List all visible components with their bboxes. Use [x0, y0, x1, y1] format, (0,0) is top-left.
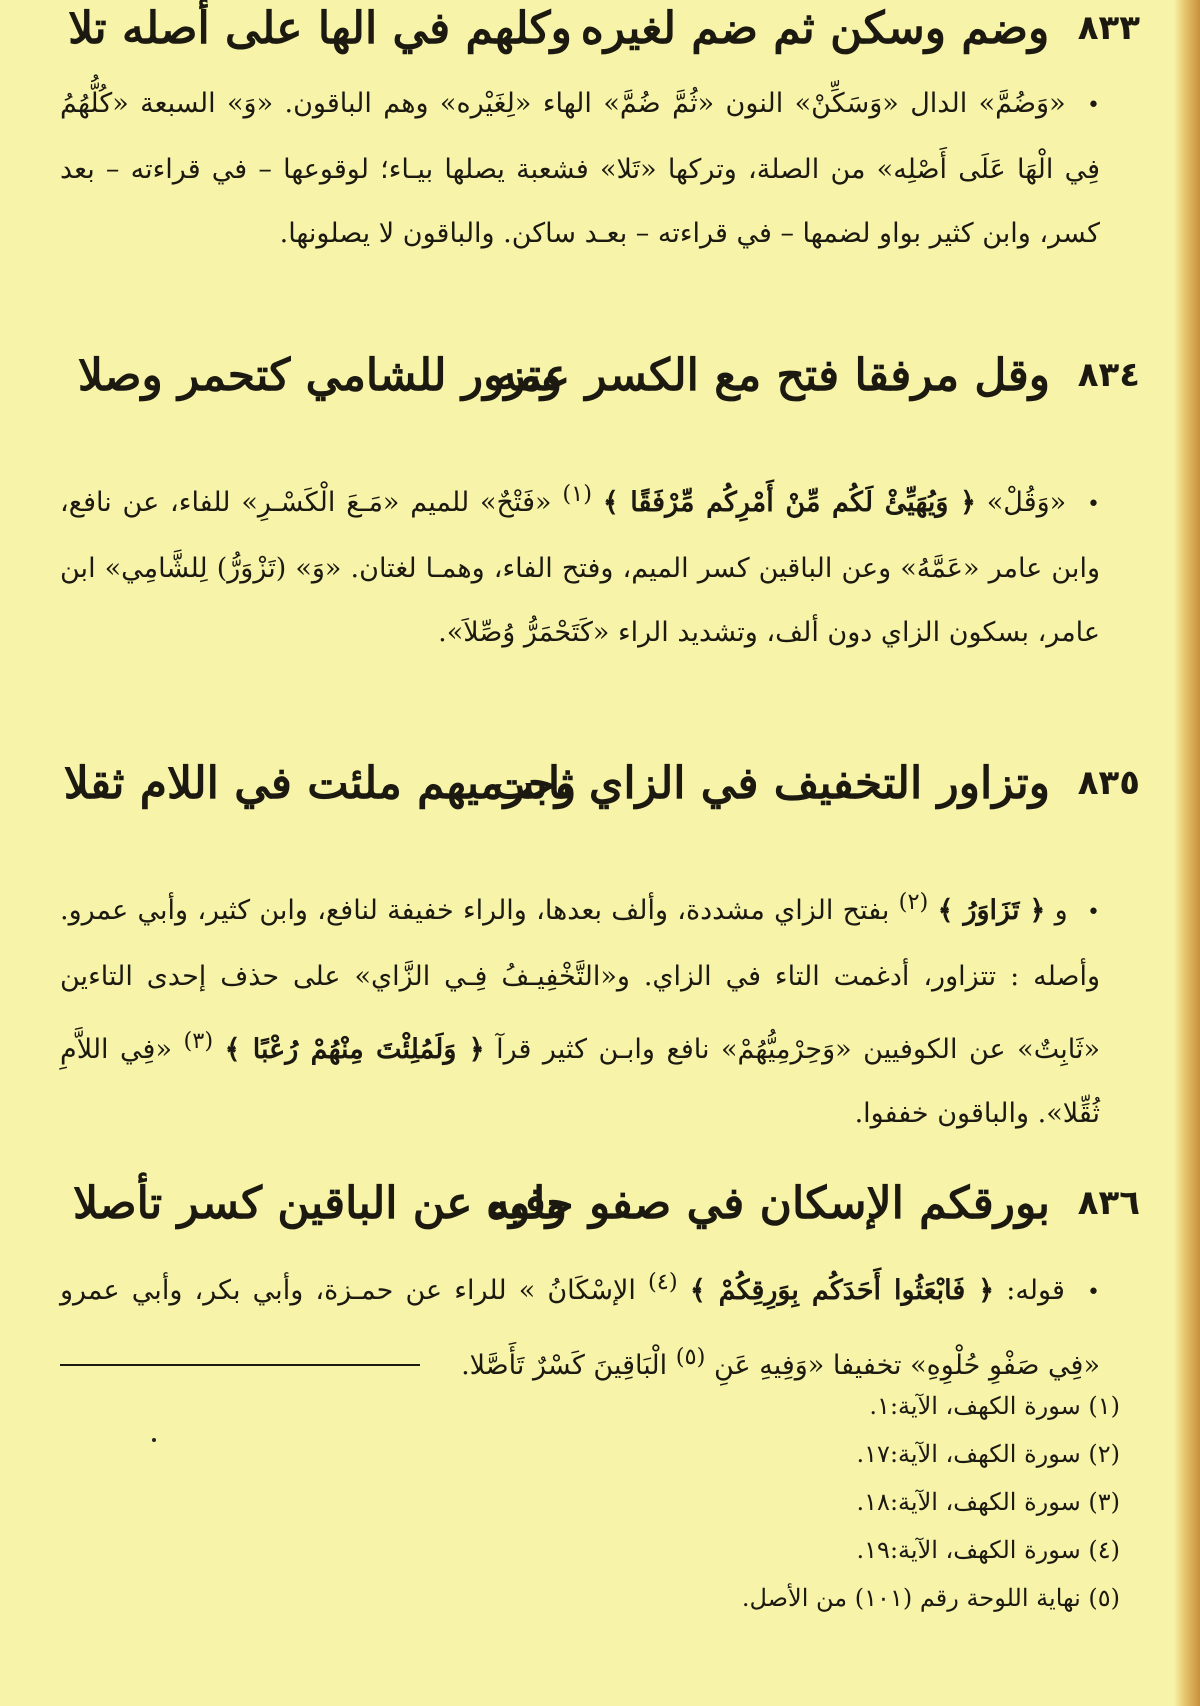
verse-second-hemistich: وحرميهم ملئت في اللام ثقلا — [63, 757, 577, 809]
verse-number: ٨٣٤ — [1077, 355, 1140, 395]
footnote-4: (٤) سورة الكهف، الآية:١٩. — [856, 1536, 1120, 1564]
commentary-text-before: «وَقُلْ» — [986, 487, 1067, 518]
verse-first-hemistich: بورقكم الإسكان في صفو حلوه — [486, 1177, 1050, 1229]
commentary-text-before: و — [1054, 895, 1068, 926]
footnote-marker: (٤) — [648, 1269, 678, 1295]
bullet: • — [1086, 900, 1100, 925]
footnote-3: (٣) سورة الكهف، الآية:١٨. — [856, 1488, 1120, 1516]
page-edge-shadow — [1174, 0, 1200, 1706]
bullet: • — [1087, 1280, 1101, 1305]
commentary-text-before: قوله: — [1006, 1275, 1065, 1306]
commentary-text-after-2: الْبَاقِينَ كَسْرٌ تَأَصَّلا. — [461, 1350, 668, 1381]
commentary-833 — [60, 72, 1100, 336]
verse-number: ٨٣٥ — [1077, 763, 1140, 803]
footnote-1: (١) سورة الكهف، الآية:١. — [869, 1392, 1120, 1420]
footnote-separator — [60, 1364, 420, 1366]
bullet: • — [1087, 492, 1100, 517]
footnote-marker: (٢) — [898, 889, 929, 915]
verse-number: ٨٣٣ — [1077, 8, 1140, 48]
verse-second-hemistich: وفيه عن الباقين كسر تأصلا — [72, 1177, 568, 1229]
footnote-marker: (١) — [562, 481, 592, 507]
commentary-835 — [60, 870, 1100, 1134]
verse-first-hemistich: وضم وسكن ثم ضم لغيره — [580, 2, 1050, 54]
verse-first-hemistich: وتزاور التخفيف في الزاي ثابت — [492, 757, 1050, 809]
quran-quote-2: ﴿ وَلَمُلِئْتَ مِنْهُمْ رُعْبًا ﴾ — [224, 1034, 485, 1065]
verse-836 — [60, 1160, 1140, 1246]
verse-835 — [60, 738, 1140, 828]
verse-833 — [60, 0, 1140, 68]
commentary-text-after: بفتح الزاي مشددة، وألف بعدها، والراء خفيفة لنافع، وابن كثير، وأبي عمرو. وأصله : تتزاور، أدغمت التاء في الزاي. و«التَّخْفِيـفُ فِـي الزَّاي» على حذف إحدى التاءين «ثَابِتٌ» عن الكوفيين «وَحِرْمِيُّهُمْ» نافع وابـن كثير قرآ — [60, 895, 1100, 1065]
bullet: • — [1087, 93, 1100, 118]
commentary-text-after: «فَتْحٌ» للميم «مَـعَ الْكَسْـرِ» للفاء، عن نافع، وابن عامر «عَمَّهُ» وعن الباقين كسر الميم، وفتح الفاء، وهمـا لغتان. «وَ» (تَزْوَرُّ) لِلشَّامِي» ابن عامر، بسكون الزاي دون ألف، وتشديد الراء «كَتَحْمَرُّ وُصِّلاَ». — [60, 487, 1100, 648]
verse-first-hemistich: وقل مرفقا فتح مع الكسر عمه — [494, 349, 1050, 401]
quran-quote: ﴿ وَيُهَيِّئْ لَكُم مِّنْ أَمْرِكُم مِّرْفَقًا ﴾ — [602, 487, 976, 518]
verse-second-hemistich: وتزور للشامي كتحمر وصلا — [77, 349, 563, 401]
footnote-2: (٢) سورة الكهف، الآية:١٧. — [856, 1440, 1120, 1468]
commentary-836 — [60, 1250, 1100, 1382]
commentary-text: «وَضُمَّ» الدال «وَسَكِّنْ» النون «ثُمَّ ضُمَّ» الهاء «لِغَيْره» وهم الباقون. «وَ» السبعة «كُلُّهُمُ فِي الْهَا عَلَى أَصْلِه» من الصلة، وتركها «تَلا» فشعبة يصلها بيـاء؛ لوقوعها – في قراءته – بعد كسر، وابن كثير بواو لضمها – في قراءته – بعـد ساكن. والباقون لا يصلونها. — [60, 88, 1100, 249]
commentary-text-after-2: «فِي اللاَّمِ ثُقِّلا». والباقون خففوا. — [60, 1034, 1100, 1129]
footnote-marker-2: (٥) — [675, 1344, 706, 1370]
commentary-text-after: الإسْكَانُ » للراء عن حمـزة، وأبي بكر، وأبي عمرو «فِي صَفْوِ حُلْوِهِ» تخفيفا «وَفِيهِ عَنِ — [60, 1275, 1100, 1381]
quran-quote: ﴿ فَابْعَثُوا أَحَدَكُم بِوَرِقِكُمْ ﴾ — [689, 1275, 995, 1306]
footnotes — [80, 1382, 1120, 1622]
verse-second-hemistich: وكلهم في الها على أصله تلا — [68, 2, 572, 54]
quran-quote: ﴿ تَزَاوَرُ ﴾ — [937, 895, 1046, 926]
verse-834 — [60, 330, 1140, 420]
footnote-marker-2: (٣) — [183, 1028, 214, 1054]
footnote-5: (٥) نهاية اللوحة رقم (١٠١) من الأصل. — [741, 1584, 1120, 1612]
commentary-834 — [60, 462, 1100, 730]
verse-number: ٨٣٦ — [1077, 1183, 1140, 1223]
